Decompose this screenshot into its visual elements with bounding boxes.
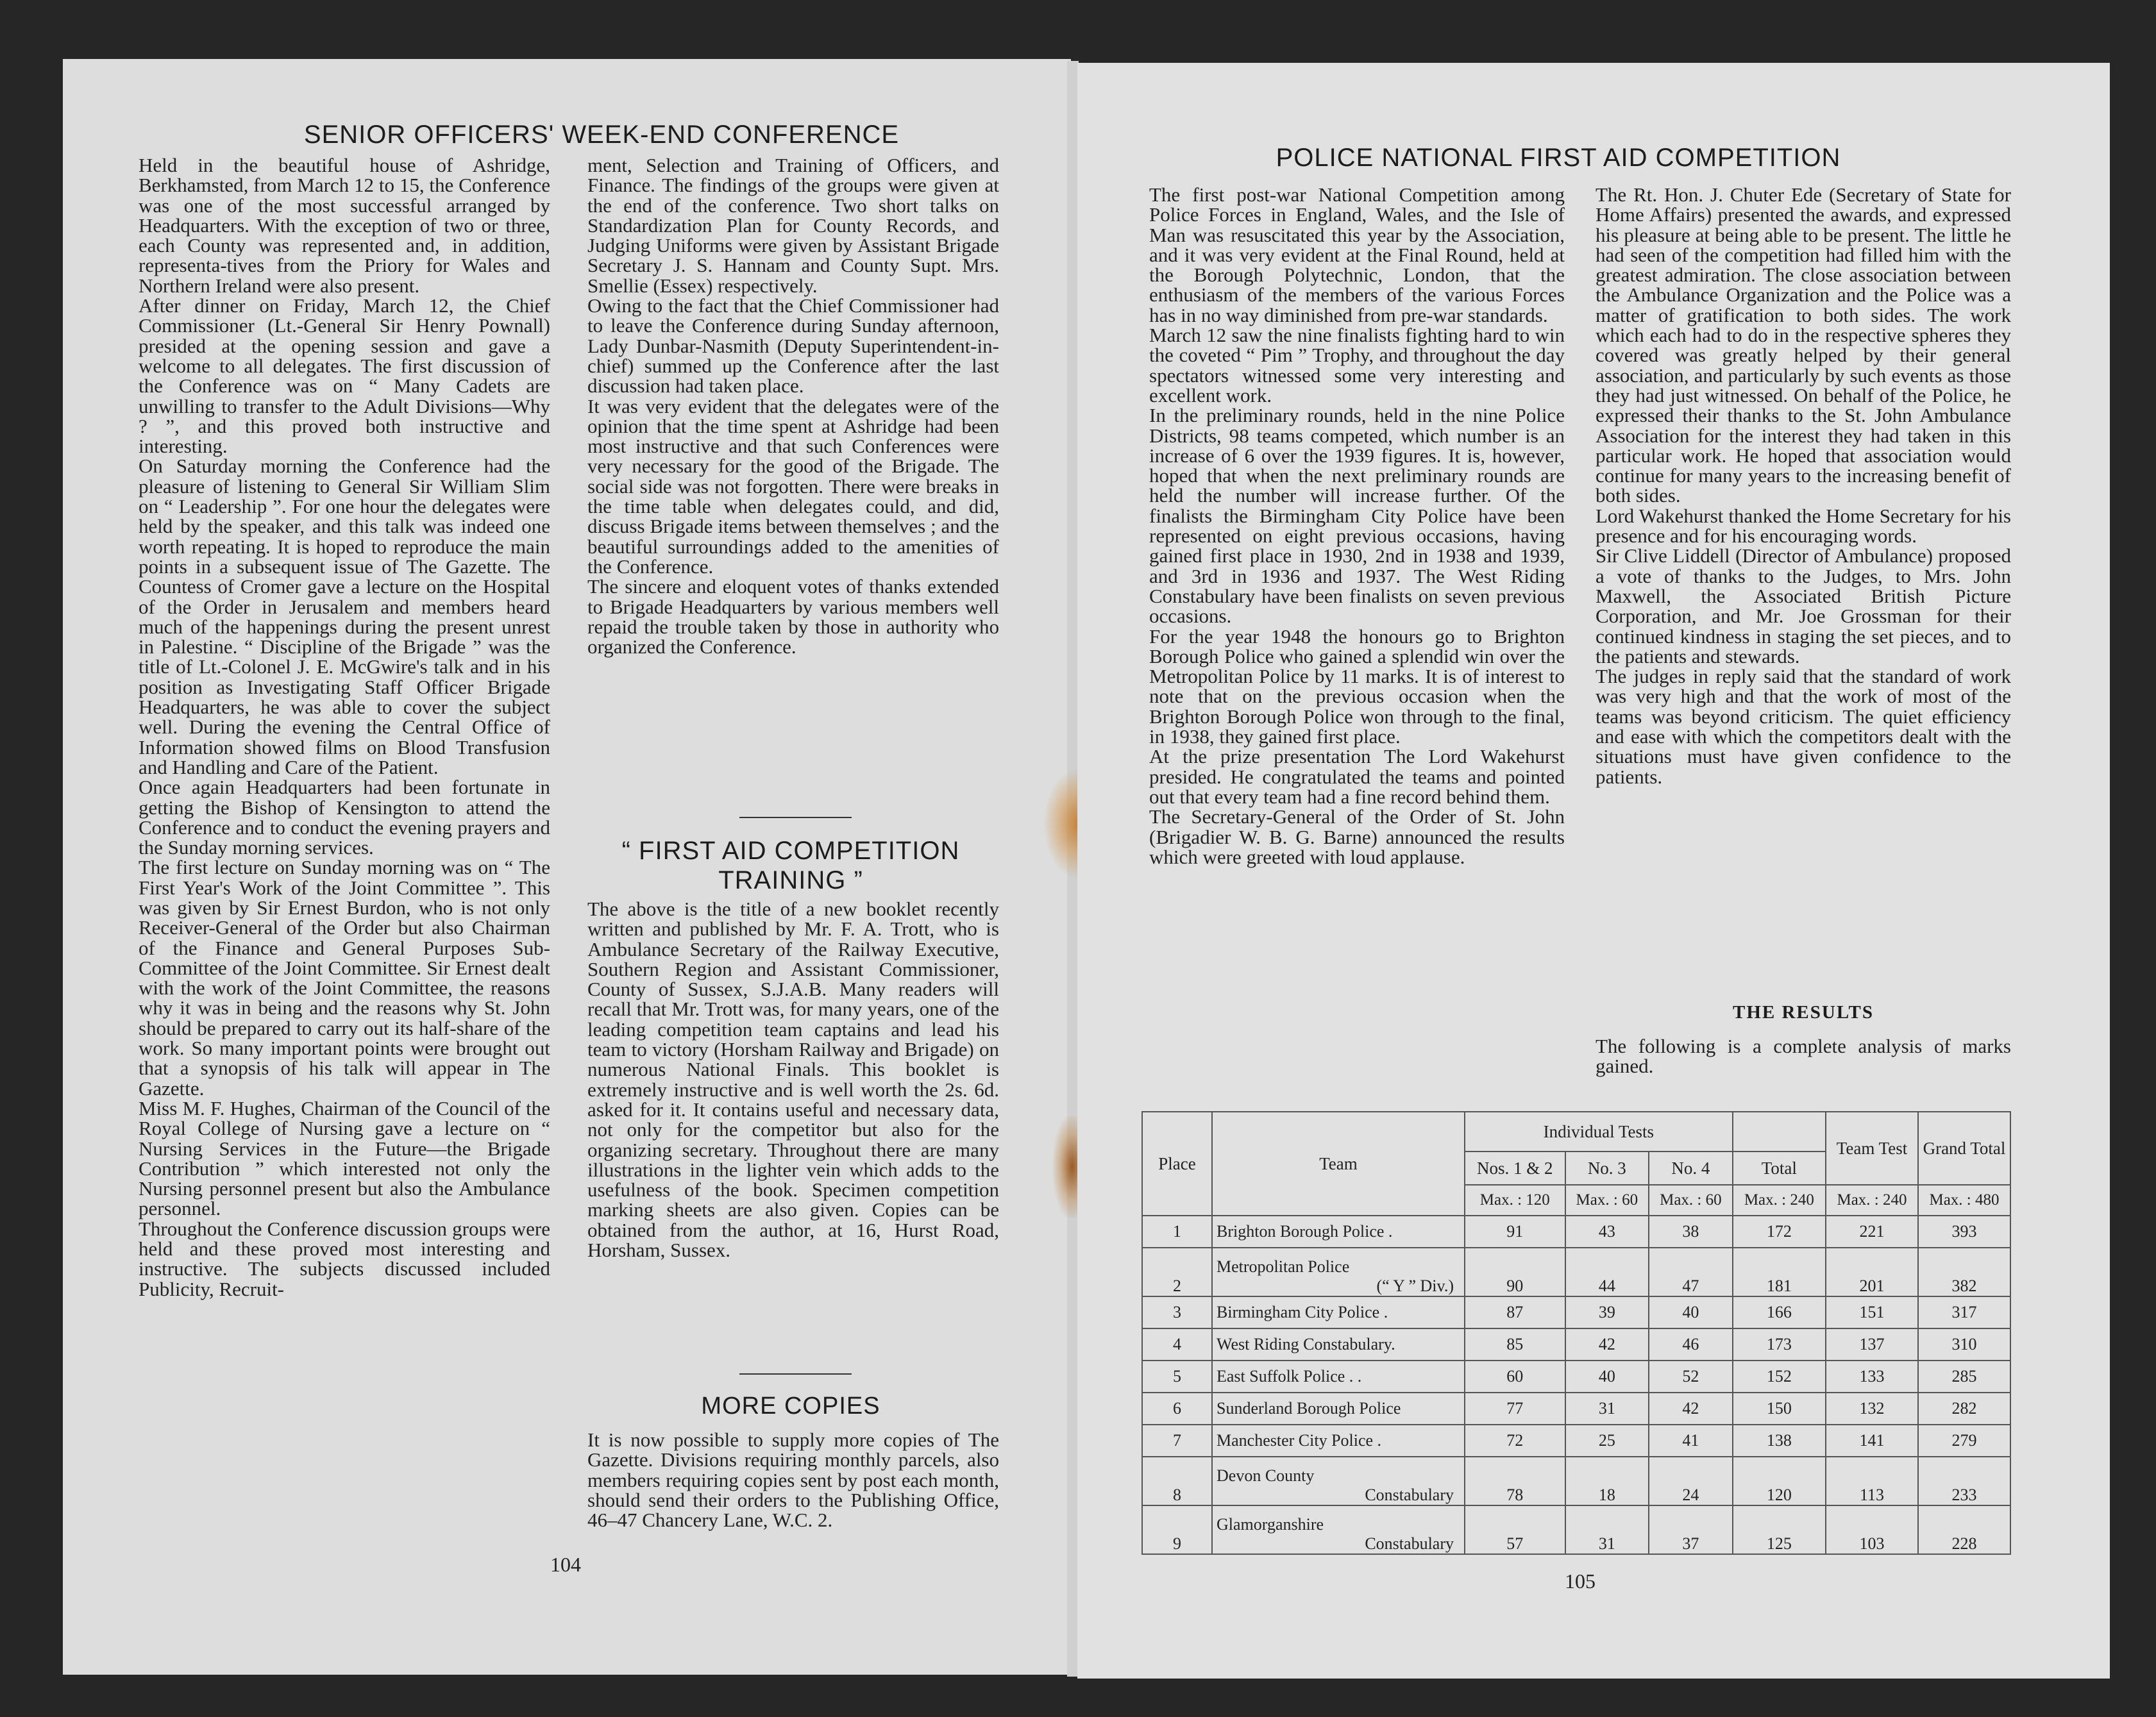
team-cell [1212,1216,1465,1248]
col-header-total: Total [1733,1152,1826,1185]
team-cell [1212,1248,1465,1296]
conference-title: SENIOR OFFICERS' WEEK-END CONFERENCE [303,121,900,149]
table-row [1142,1296,2010,1328]
conference-article-col2: ment, Selection and Training of Officers, and Finance. The findings of the groups were given at the end of the conference. Two short talks on Standardization Plan for County Records, and Judging Uniforms were given by Assistant Brigade Secretary J. S. Hannam and County Supt. Mrs. Smellie (Essex) respectively. Owing to the fact that the Chief Commissioner had to leave the Conference during Sunday afternoon, Lady Dunbar-Nasmith (Deputy Superintendent-in-chief) summed up the Conference after the last discussion had taken place. It was very evident that the delegates were of the opinion that the time spent at Ashridge had been most instructive and that such Conferences were very necessary for the good of the Brigade. The social side was not forgotten. There were breaks in the time table when delegates could, and did, discuss Brigade items between themselves ; and the beautiful surroundings added to the amenities of the Conference. The sincere and eloquent votes of thanks extended to Brigade Headquarters by various members well repaid the trouble taken by those in authority who organized the Conference. [587,154,999,658]
total-cell: 150 [1733,1393,1826,1425]
grand-total-cell: 285 [1918,1361,2010,1393]
max-cell: Max. : 240 [1826,1185,1918,1216]
results-heading: THE RESULTS [1732,1002,1874,1023]
team-test-cell: 201 [1826,1248,1918,1296]
team-test-cell: 103 [1826,1505,1918,1554]
team-name-line2: Constabulary [1365,1534,1454,1553]
more-copies-title: MORE COPIES [701,1393,880,1420]
team-test-cell: 221 [1826,1216,1918,1248]
team-test-cell: 113 [1826,1457,1918,1505]
total-cell: 125 [1733,1505,1826,1554]
team-name-line2: Constabulary [1365,1486,1454,1504]
table-row [1142,1393,2010,1425]
no3-cell: 31 [1565,1505,1649,1554]
conference-article-col1: Held in the beautiful house of Ashridge, Berkhamsted, from March 12 to 15, the Conference was one of the most successful arranged by Headquarters. With the exception of two or three, each County was represented and, in addition, representa-tives from the Priory for Wales and Northern Ireland were also present. After dinner on Friday, March 12, the Chief Commissioner (Lt.-General Sir Henry Pownall) presided at the opening session and gave a welcome to all delegates. The first discussion of the Conference was on “ Many Cadets are unwilling to transfer to the Adult Divisions—Why ? ”, and this proved both instructive and interesting. On Saturday morning the Conference had the pleasure of listening to General Sir William Slim on “ Leadership ”. For one hour the delegates were held by the speaker, and this talk was indeed one worth repeating. It is hoped to reproduce the main points in a subsequent issue of The Gazette. The Countess of Cromer gave a lecture on the Hospital of the Order in Jerusalem and members heard much of the happenings during the present unrest in Palestine. “ Discipline of the Brigade ” was the title of Lt.-Colonel J. E. McGwire's talk and in his position as Investigating Staff Officer Brigade Headquarters, he was able to cover the subject well. During the evening the Central Office of Information showed films on Blood Transfusion and Handling and Care of the Patient. Once again Headquarters had been fortunate in getting the Bishop of Kensington to attend the Conference and to conduct the evening prayers and the Sunday morning services. The first lecture on Sunday morning was on “ The First Year's Work of the Joint Committee ”. This was given by Sir Ernest Burdon, who is not only Receiver-General of the Order but also Chairman of the Finance and General Purposes Sub-Committee of the Joint Committee. Sir Ernest dealt with the work of the Joint Committee, the reasons why it was in being and the reasons why St. John should be prepared to carry out its half-share of the work. So many important points were brought out that a synopsis of his talk will appear in The Gazette. Miss M. F. Hughes, Chairman of the Council of the Royal College of Nursing gave a lecture on “ Nursing Services in the Future—the Brigade Contribution ” which interested not only the Nursing personnel present but also the Ambulance personnel. Throughout the Conference discussion groups were held and these proved most interesting and instructive. The subjects discussed included Publicity, Recruit- [139,154,550,1300]
table-row [1142,1361,2010,1393]
team-name: Glamorganshire [1217,1515,1324,1534]
no3-cell: 43 [1565,1216,1649,1248]
col-header-individual: Individual Tests [1465,1112,1733,1152]
grand-total-cell: 282 [1918,1393,2010,1425]
no4-cell: 46 [1649,1328,1733,1361]
team-cell [1212,1296,1465,1328]
table-row [1142,1248,2010,1296]
col-header-no4: No. 4 [1649,1152,1733,1185]
team-cell [1212,1361,1465,1393]
nos12-cell: 78 [1465,1457,1565,1505]
total-cell: 120 [1733,1457,1826,1505]
place-cell: 3 [1142,1296,1212,1328]
place-cell: 5 [1142,1361,1212,1393]
max-cell: Max. : 240 [1733,1185,1826,1216]
no3-cell: 40 [1565,1361,1649,1393]
no4-cell: 24 [1649,1457,1733,1505]
place-cell: 2 [1142,1248,1212,1296]
no4-cell: 38 [1649,1216,1733,1248]
nos12-cell: 87 [1465,1296,1565,1328]
col-header-team-test: Team Test [1826,1112,1918,1185]
col-header-place: Place [1142,1112,1212,1216]
team-cell [1212,1457,1465,1505]
competition-article-col1: The first post-war National Competition among Police Forces in England, Wales, and the Isle of Man was resuscitated this year by the Association, and it was very evident at the Final Round, held at the Borough Polytechnic, London, that the enthusiasm of the members of the various Forces has in no way diminished from pre-war standards. March 12 saw the nine finalists fighting hard to win the coveted “ Pim ” Trophy, and throughout the day spectators witnessed some very interesting and excellent work. In the preliminary rounds, held in the nine Police Districts, 98 teams competed, which number is an increase of 6 over the 1939 figures. It is, however, hoped that when the next preliminary rounds are held the number will increase further. Of the finalists the Birmingham City Police have been represented on eight previous occasions, having gained first place in 1930, 2nd in 1938 and 1939, and 3rd in 1936 and 1937. The West Riding Constabulary have been finalists on seven previous occasions. For the year 1948 the honours go to Brighton Borough Police who gained a splendid win over the Metropolitan Police by 11 marks. It is of interest to note that on the previous occasion when the Brighton Borough Police won through to the final, in 1938, they gained first place. At the prize presentation The Lord Wakehurst presided. He congratulated the teams and pointed out that every team had a fine record behind them. The Secretary-General of the Order of St. John (Brigadier W. B. G. Barne) announced the results which were greeted with loud applause. [1149,183,1565,868]
team-name: West Riding Constabulary. [1217,1335,1395,1353]
team-cell [1212,1393,1465,1425]
team-cell [1212,1328,1465,1361]
section-divider [739,1373,852,1375]
max-cell: Max. : 60 [1565,1185,1649,1216]
no3-cell: 31 [1565,1393,1649,1425]
table-row [1142,1457,2010,1505]
place-cell: 8 [1142,1457,1212,1505]
total-cell: 173 [1733,1328,1826,1361]
team-test-cell: 141 [1826,1425,1918,1457]
team-name: Devon County [1217,1466,1315,1485]
grand-total-cell: 382 [1918,1248,2010,1296]
no4-cell: 40 [1649,1296,1733,1328]
booklet-text: The above is the title of a new booklet recently written and published by Mr. F. A. Trott, who is Ambulance Secretary of the Railway Executive, Southern Region and Assistant Commissioner, County of Sussex, S.J.A.B. Many readers will recall that Mr. Trott was, for many years, one of the leading competition team captains and lead his team to victory (Horsham Railway and Brigade) on numerous National Finals. This booklet is extremely instructive and is well worth the 2s. 6d. asked for it. It contains useful and necessary data, not only for the competitor but also for the organizing secretary. Throughout there are many illustrations in the lighter vein which adds to the usefulness of the book. Specimen competition marking sheets are also given. Copies can be obtained from the author, at 16, Hurst Road, Horsham, Sussex. [587,898,999,1262]
col-header-no3: No. 3 [1565,1152,1649,1185]
nos12-cell: 90 [1465,1248,1565,1296]
team-test-cell: 151 [1826,1296,1918,1328]
results-table [1141,1111,2011,1555]
place-cell: 4 [1142,1328,1212,1361]
place-cell: 7 [1142,1425,1212,1457]
no3-cell: 25 [1565,1425,1649,1457]
grand-total-cell: 310 [1918,1328,2010,1361]
competition-article-col2: The Rt. Hon. J. Chuter Ede (Secretary of State for Home Affairs) presented the awards, and expressed his pleasure at being able to be present. The little he had seen of the competition had filled him with the greatest admiration. The close association between the Ambulance Organization and the Police was a matter of gratification to both sides. The work which each had to do in the respective spheres they covered was greatly helped by their general association, and particularly by such events as those they had just witnessed. On behalf of the Police, he expressed their thanks to the St. John Ambulance Association for the interest they had taken in this particular work. He hoped that association would continue for many years to the increasing benefit of both sides. Lord Wakehurst thanked the Home Secretary for his presence and for his encouraging words. Sir Clive Liddell (Director of Ambulance) proposed a vote of thanks to the Judges, to Mrs. John Maxwell, the Associated British Picture Corporation, and Mr. Joe Grossman for their continued kindness in staging the set pieces, and to the patients and stewards. The judges in reply said that the standard of work was very high and that the work of most of the teams was beyond criticism. The quiet efficiency and ease with which the competitors dealt with the situations must have given confidence to the patients. [1596,183,2011,788]
no3-cell: 42 [1565,1328,1649,1361]
competition-title: POLICE NATIONAL FIRST AID COMPETITION [1276,144,1841,172]
team-cell [1212,1425,1465,1457]
no3-cell: 18 [1565,1457,1649,1505]
team-name: Birmingham City Police . [1217,1303,1388,1321]
max-cell: Max. : 120 [1465,1185,1565,1216]
no4-cell: 41 [1649,1425,1733,1457]
right-page [1077,63,2110,1679]
nos12-cell: 77 [1465,1393,1565,1425]
no4-cell: 47 [1649,1248,1733,1296]
no4-cell: 37 [1649,1505,1733,1554]
total-cell: 172 [1733,1216,1826,1248]
section-divider [739,817,852,818]
col-header-blank [1733,1112,1826,1152]
left-page [63,59,1071,1675]
grand-total-cell: 228 [1918,1505,2010,1554]
col-header-nos12: Nos. 1 & 2 [1465,1152,1565,1185]
place-cell: 9 [1142,1505,1212,1554]
page-number: 104 [550,1553,581,1576]
place-cell: 1 [1142,1216,1212,1248]
grand-total-cell: 317 [1918,1296,2010,1328]
place-cell: 6 [1142,1393,1212,1425]
team-name: Metropolitan Police [1217,1257,1350,1276]
no4-cell: 42 [1649,1393,1733,1425]
team-name: East Suffolk Police . . [1217,1367,1362,1386]
table-row [1142,1216,2010,1248]
booklet-title: “ FIRST AID COMPETITION TRAINING ” [621,837,960,894]
total-cell: 152 [1733,1361,1826,1393]
team-test-cell: 132 [1826,1393,1918,1425]
total-cell: 166 [1733,1296,1826,1328]
table-row [1142,1328,2010,1361]
nos12-cell: 57 [1465,1505,1565,1554]
no4-cell: 52 [1649,1361,1733,1393]
team-test-cell: 137 [1826,1328,1918,1361]
team-test-cell: 133 [1826,1361,1918,1393]
nos12-cell: 91 [1465,1216,1565,1248]
max-cell: Max. : 60 [1649,1185,1733,1216]
team-name: Brighton Borough Police . [1217,1222,1393,1241]
nos12-cell: 60 [1465,1361,1565,1393]
team-name-line2: (“ Y ” Div.) [1376,1277,1454,1295]
table-body [1142,1216,2010,1554]
col-header-grand-total: Grand Total [1918,1112,2010,1185]
no3-cell: 44 [1565,1248,1649,1296]
grand-total-cell: 393 [1918,1216,2010,1248]
grand-total-cell: 233 [1918,1457,2010,1505]
table-header-row [1142,1112,2010,1152]
nos12-cell: 85 [1465,1328,1565,1361]
total-cell: 181 [1733,1248,1826,1296]
table-row [1142,1505,2010,1554]
team-name: Sunderland Borough Police [1217,1399,1401,1418]
team-name: Manchester City Police . [1217,1431,1382,1450]
nos12-cell: 72 [1465,1425,1565,1457]
grand-total-cell: 279 [1918,1425,2010,1457]
team-cell [1212,1505,1465,1554]
results-intro: The following is a complete analysis of marks gained. [1596,1035,2011,1078]
max-cell: Max. : 480 [1918,1185,2010,1216]
more-copies-text: It is now possible to supply more copies of The Gazette. Divisions requiring monthly parcels, also members requiring copies sent by post each month, should send their orders to the Publishing Office, 46–47 Chancery Lane, W.C. 2. [587,1428,999,1532]
no3-cell: 39 [1565,1296,1649,1328]
table-row [1142,1425,2010,1457]
page-number: 105 [1565,1570,1596,1593]
total-cell: 138 [1733,1425,1826,1457]
col-header-team: Team [1212,1112,1465,1216]
